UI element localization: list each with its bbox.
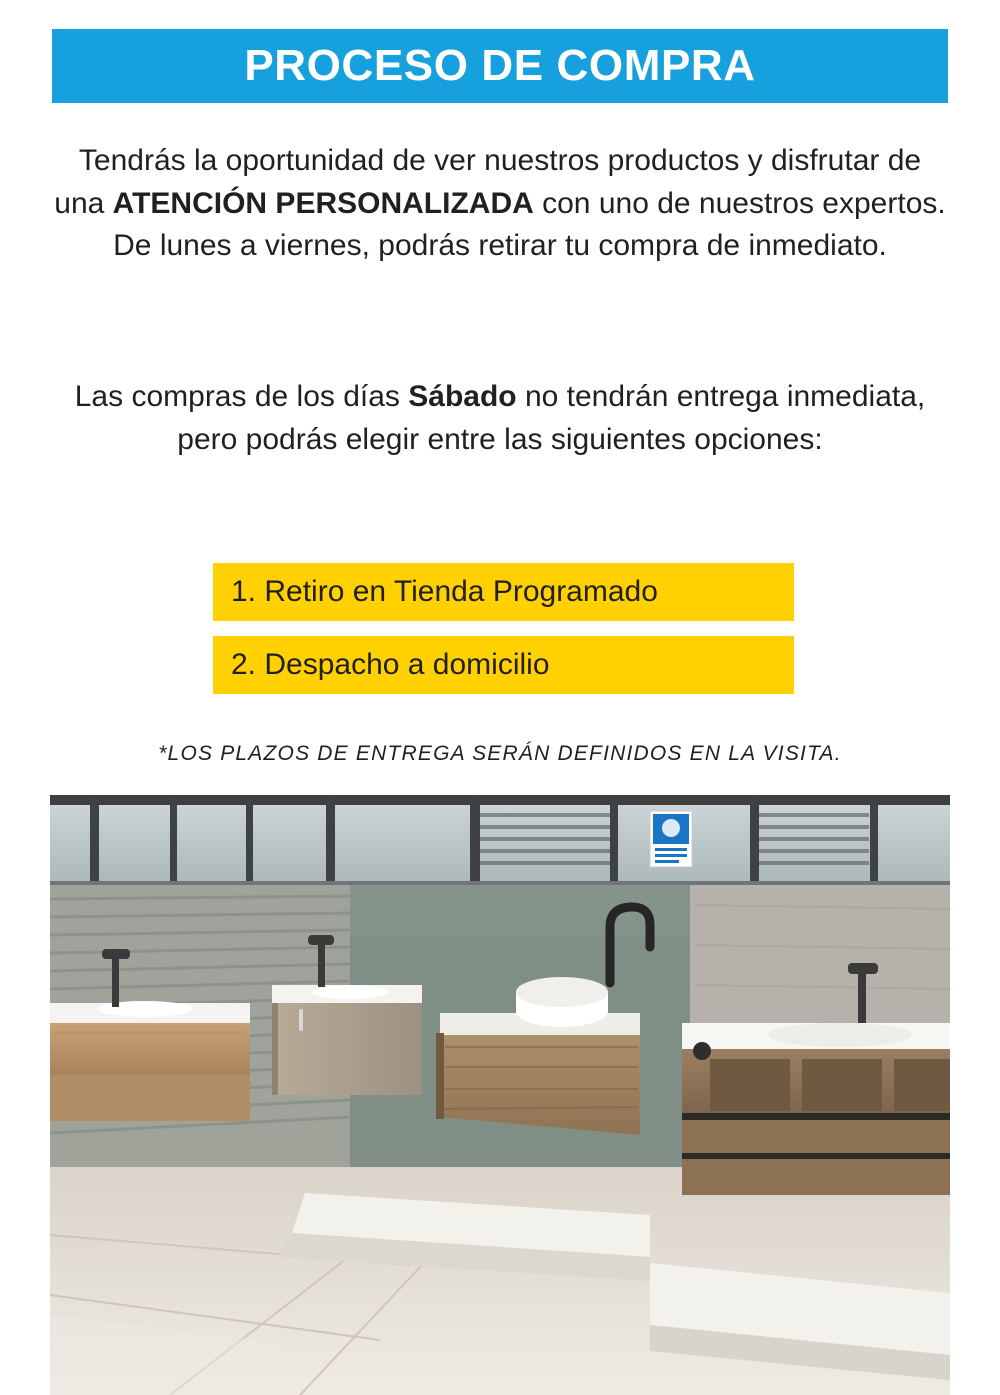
showroom-photo-illustration	[50, 795, 950, 1395]
intro-paragraph-emphasis: ATENCIÓN PERSONALIZADA	[112, 186, 534, 220]
intro-paragraph-part2: con uno de nuestros expertos. De lunes a viernes, podrás retirar tu compra de inmediato.	[113, 186, 946, 263]
intro-paragraph	[50, 140, 950, 268]
saturday-paragraph	[50, 376, 950, 461]
saturday-paragraph-emphasis: Sábado	[408, 380, 517, 413]
saturday-paragraph-part2: no tendrán entrega inmediata, pero podrás elegir entre las siguientes opciones:	[177, 380, 926, 456]
option-item-pickup[interactable]	[213, 563, 794, 621]
option-item-label: 1. Retiro en Tienda Programado	[231, 575, 658, 608]
option-item-delivery[interactable]	[213, 636, 794, 694]
footnote-text: *LOS PLAZOS DE ENTREGA SERÁN DEFINIDOS EN LA VISITA.	[158, 742, 842, 765]
page-title: PROCESO DE COMPRA	[244, 41, 756, 90]
showroom-photo	[50, 795, 950, 1395]
intro-paragraph-part1: Tendrás la oportunidad de ver nuestros productos y disfrutar de una	[54, 144, 922, 220]
option-item-label: 2. Despacho a domicilio	[231, 648, 550, 681]
saturday-paragraph-part1: Las compras de los días	[74, 380, 409, 413]
header-banner	[52, 29, 948, 103]
